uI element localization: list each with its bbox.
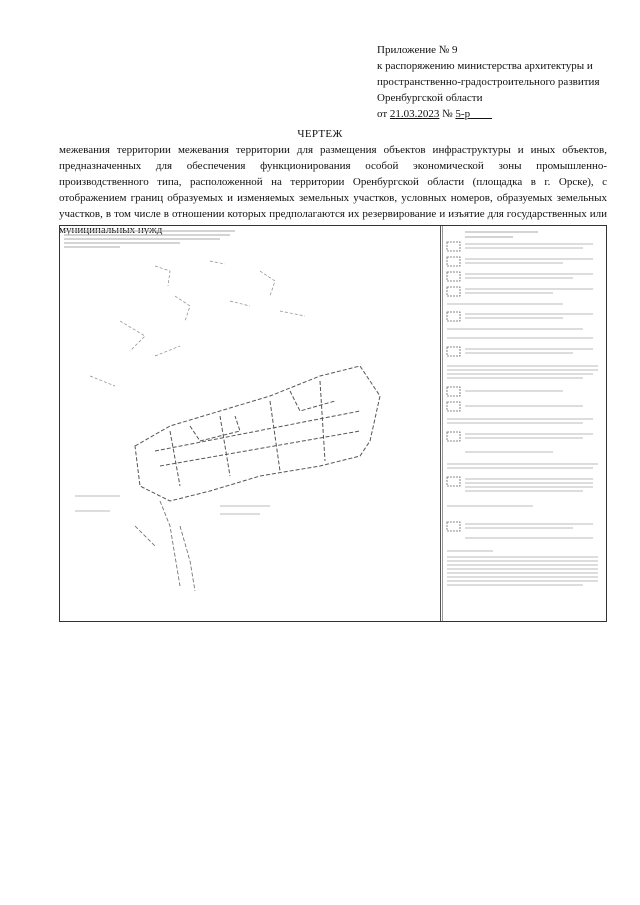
number-prefix: № (442, 108, 453, 120)
appendix-line3: пространственно-градостроительного развития (377, 76, 600, 88)
appendix-line2: к распоряжению министерства архитектуры и (377, 60, 593, 72)
appendix-number: Приложение № 9 (377, 44, 458, 56)
appendix-line4: Оренбургской области (377, 92, 483, 104)
order-number: 5-р (455, 108, 471, 120)
appendix-header (377, 42, 617, 122)
map-area (60, 226, 441, 621)
legend-panel (442, 226, 607, 621)
order-date-line (377, 106, 617, 122)
legend-drawing (443, 226, 607, 621)
drawing-frame (59, 225, 607, 622)
date-prefix: от (377, 108, 388, 120)
map-drawing (60, 226, 440, 621)
document-description: межевания территории межевания территории для размещения объектов инфраструктуры и иных объектов, предназначенных для обеспечения функционирования особой экономической зоны промышленно-производственного типа, расположенной на территории Оренбургской области (площадка в г. Орске), с отображением границ образуемых и изменяемых земельных участков, условных номеров, образуемых земельных участков, в том числе в отношении которых предполагаются их резервирование и изъятие для государственных или муниципальных нужд (59, 144, 607, 236)
order-date: 21.03.2023 (389, 108, 440, 120)
document-title: ЧЕРТЕЖ (297, 128, 343, 140)
